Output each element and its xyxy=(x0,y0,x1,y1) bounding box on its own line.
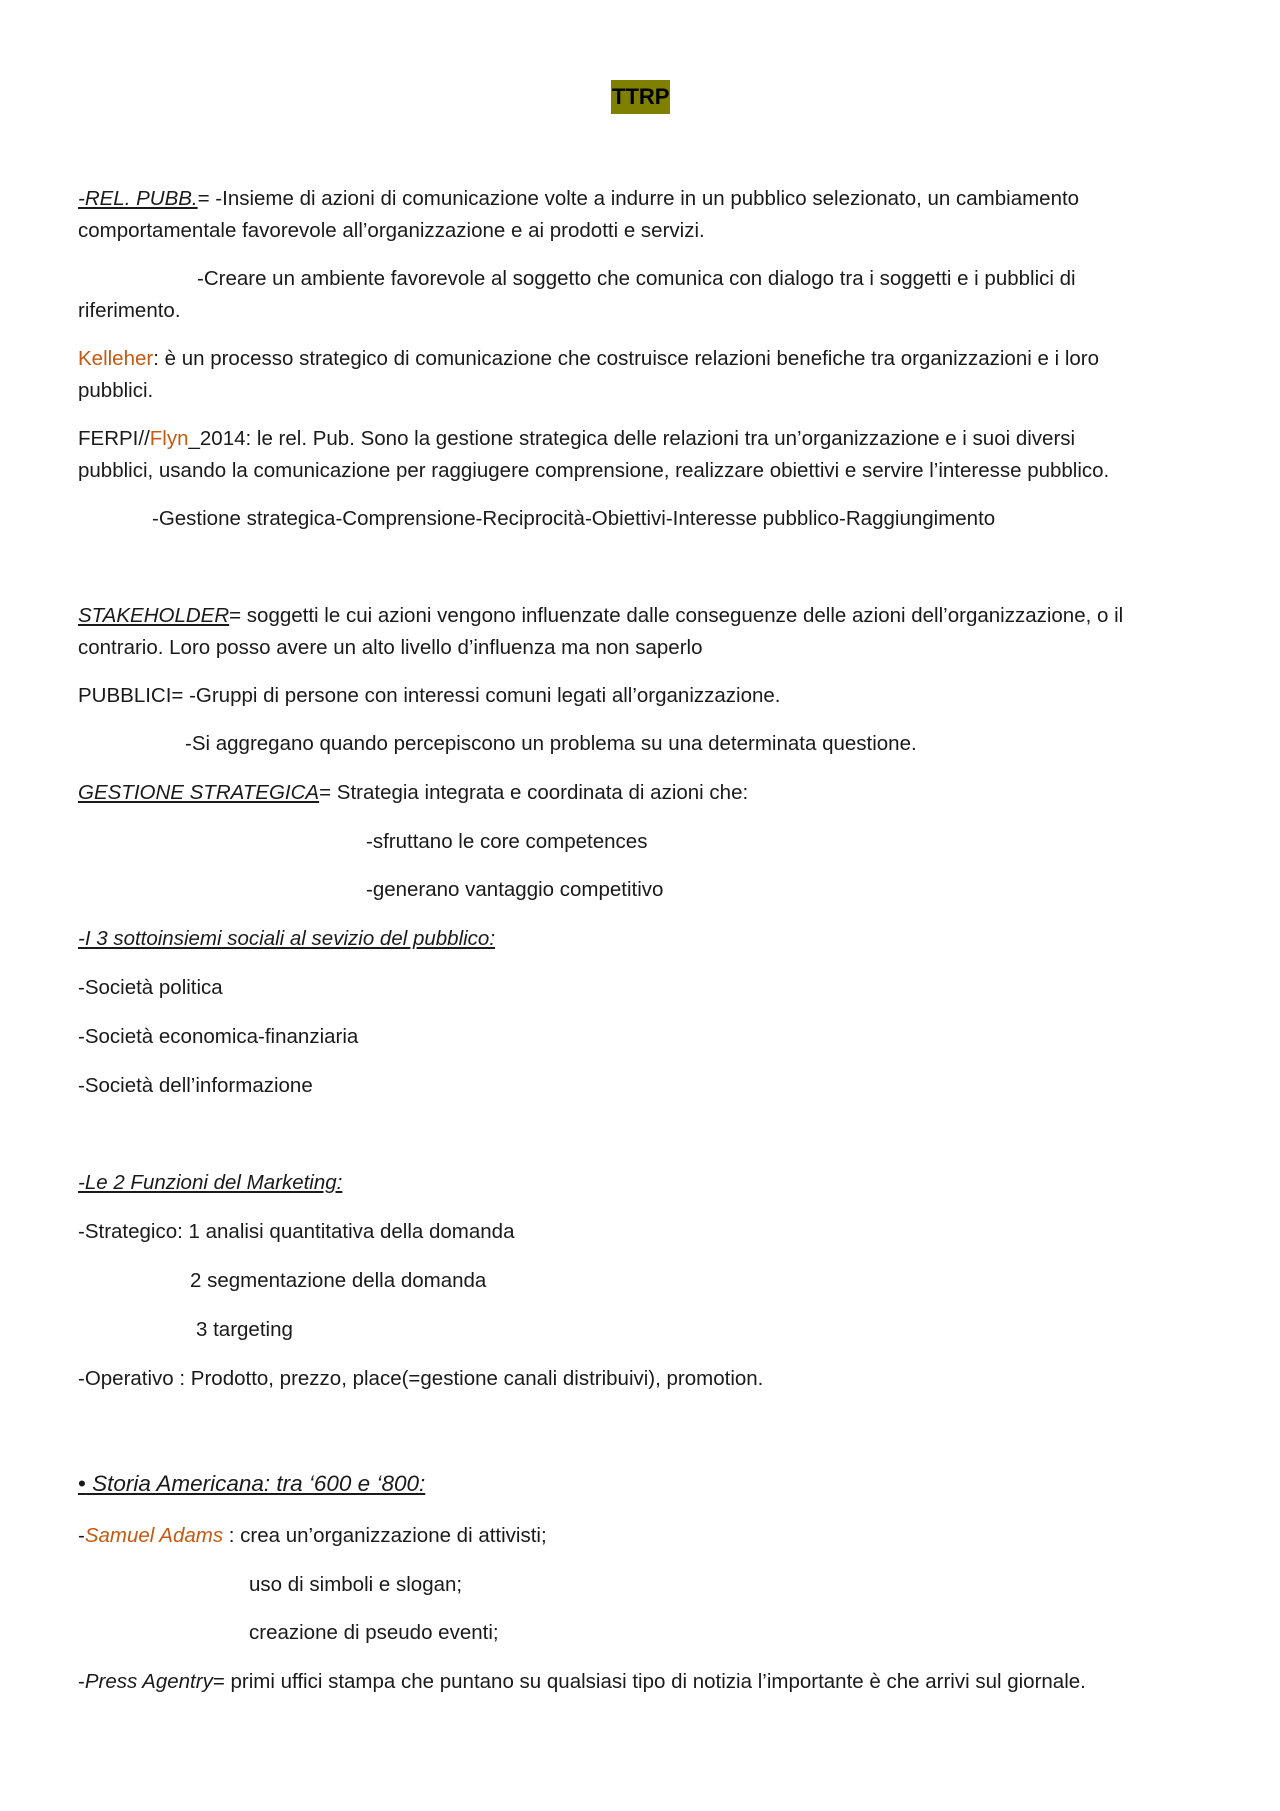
adams-line-1 xyxy=(78,1520,547,1551)
relpubb-line-4: riferimento. xyxy=(78,299,181,322)
press-agentry-text: = primi uffici stampa che puntano su qualsiasi tipo di notizia l’importante è che arrivi sul giornale. xyxy=(212,1670,1086,1693)
kelleher-line-1 xyxy=(78,343,1099,374)
stakeholder-line-2: contrario. Loro posso avere un alto livello d’influenza ma non saperlo xyxy=(78,636,703,659)
marketing-item-3: 3 targeting xyxy=(196,1318,293,1341)
relpubb-label: -REL. PUBB. xyxy=(78,187,198,210)
adams-line-3: creazione di pseudo eventi; xyxy=(249,1621,499,1644)
relpubb-line-3: -Creare un ambiente favorevole al soggetto che comunica con dialogo tra i soggetti e i pubblici di xyxy=(197,267,1076,290)
sottoinsiemi-item-3: -Società dell’informazione xyxy=(78,1074,313,1097)
sottoinsiemi-item-1: -Società politica xyxy=(78,976,223,999)
adams-text: : crea un’organizzazione di attivisti; xyxy=(223,1524,547,1547)
marketing-item-2: 2 segmentazione della domanda xyxy=(190,1269,487,1292)
adams-name: Samuel Adams xyxy=(84,1524,224,1547)
stakeholder-line-1 xyxy=(78,600,1123,631)
gestione-label: GESTIONE STRATEGICA xyxy=(78,781,320,804)
ferpi-line-2: pubblici, usando la comunicazione per raggiugere comprensione, realizzare obiettivi e servire l’interesse pubblico. xyxy=(78,459,1110,482)
gestione-line-2: -sfruttano le core competences xyxy=(366,830,648,853)
sottoinsiemi-heading: -I 3 sottoinsiemi sociali al sevizio del pubblico: xyxy=(78,927,496,950)
press-dash: - xyxy=(78,1670,85,1693)
marketing-heading: -Le 2 Funzioni del Marketing: xyxy=(78,1171,343,1194)
storia-heading-line xyxy=(78,1468,425,1499)
page-title: TTRP xyxy=(611,80,670,114)
relpubb-line-1 xyxy=(78,183,1079,214)
adams-line-2: uso di simboli e slogan; xyxy=(249,1573,463,1596)
press-agentry-label: Press Agentry xyxy=(84,1670,213,1693)
ferpi-text: _2014: le rel. Pub. Sono la gestione strategica delle relazioni tra un’organizzazione e i suoi diversi xyxy=(188,427,1076,450)
kelleher-name: Kelleher xyxy=(78,347,154,370)
gestione-line-3: -generano vantaggio competitivo xyxy=(366,878,664,901)
press-agentry-line xyxy=(78,1666,1086,1697)
kelleher-line-2: pubblici. xyxy=(78,379,154,402)
adams-dash: - xyxy=(78,1524,85,1547)
relpubb-text: = -Insieme di azioni di comunicazione volte a indurre in un pubblico selezionato, un cambiamento xyxy=(197,187,1080,210)
storia-heading: Storia Americana: tra ‘600 e ‘800: xyxy=(85,1471,426,1496)
stakeholder-text: = soggetti le cui azioni vengono influenzate dalle conseguenze delle azioni dell’organizzazione, o il xyxy=(229,604,1124,627)
marketing-strategico: -Strategico: 1 analisi quantitativa della domanda xyxy=(78,1220,515,1243)
bullet-icon: • xyxy=(78,1471,86,1496)
relpubb-line-2: comportamentale favorevole all’organizzazione e ai prodotti e servizi. xyxy=(78,219,705,242)
gestione-text: = Strategia integrata e coordinata di azioni che: xyxy=(319,781,749,804)
sottoinsiemi-item-2: -Società economica-finanziaria xyxy=(78,1025,359,1048)
ferpi-line-1 xyxy=(78,423,1075,454)
gestione-line-1 xyxy=(78,777,748,808)
ferpi-prefix: FERPI// xyxy=(78,427,150,450)
kelleher-text: : è un processo strategico di comunicazione che costruisce relazioni benefiche tra organizzazioni e i loro xyxy=(153,347,1100,370)
pubblici-line-1: PUBBLICI= -Gruppi di persone con interessi comuni legati all’organizzazione. xyxy=(78,684,781,707)
pubblici-line-2: -Si aggregano quando percepiscono un problema su una determinata questione. xyxy=(185,732,917,755)
marketing-operativo: -Operativo : Prodotto, prezzo, place(=gestione canali distribuivi), promotion. xyxy=(78,1367,764,1390)
ferpi-line-3: -Gestione strategica-Comprensione-Reciprocità-Obiettivi-Interesse pubblico-Raggiungimento xyxy=(152,507,996,530)
stakeholder-label: STAKEHOLDER xyxy=(78,604,230,627)
flyn-name: Flyn xyxy=(149,427,189,450)
